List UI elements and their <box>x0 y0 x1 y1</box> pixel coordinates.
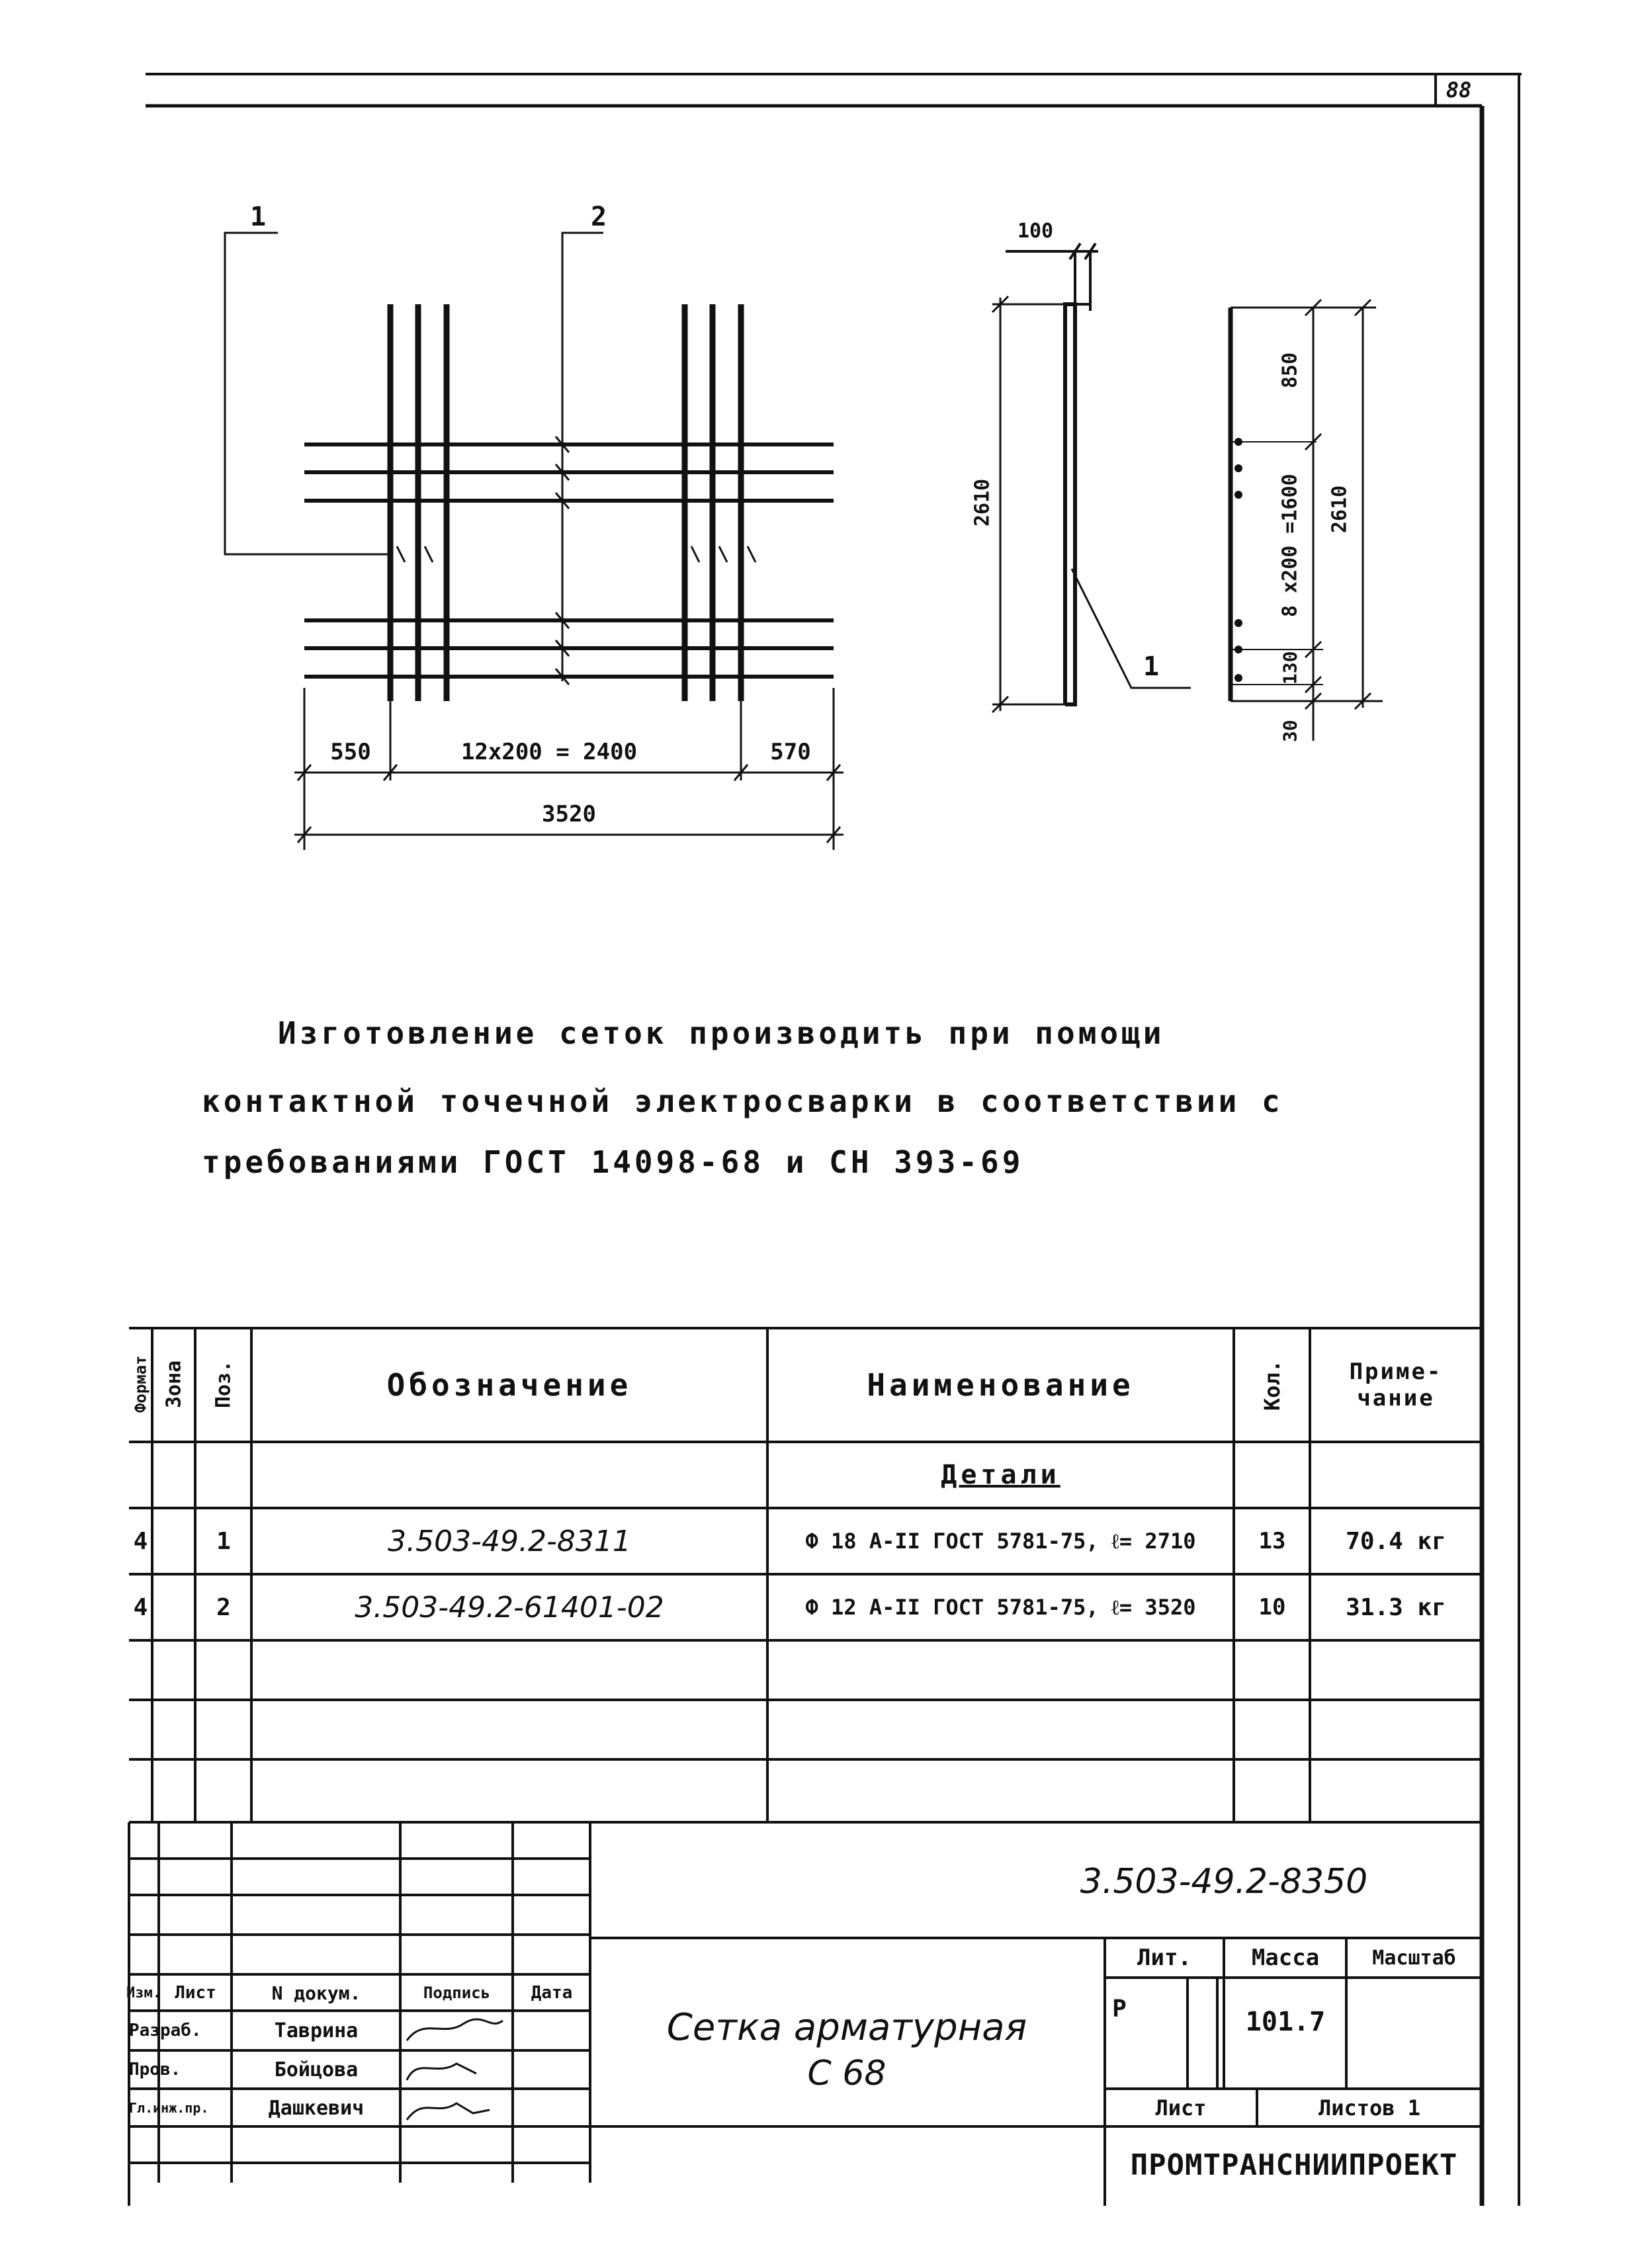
section-details: Детали <box>941 1460 1060 1490</box>
row2-pos: 2 <box>216 1593 231 1621</box>
header-pos: Поз. <box>212 1360 236 1408</box>
signature-developer <box>407 2019 503 2040</box>
note-line-1: Изготовление сеток производить при помощи <box>278 1015 1165 1051</box>
header-name: Наименование <box>867 1367 1135 1403</box>
lit-label: Лит. <box>1137 1945 1191 1971</box>
right-dim-850: 850 <box>1278 352 1302 389</box>
row2-note: 31.3 кг <box>1346 1593 1446 1621</box>
right-dim-130: 130 <box>1279 651 1301 685</box>
row2-format: 4 <box>133 1593 148 1621</box>
sheets-label: Листов 1 <box>1318 2095 1421 2121</box>
dim-middle: 12x200 = 2400 <box>460 739 638 765</box>
header-note: Приме- чание <box>1349 1359 1443 1411</box>
col-date: Дата <box>531 1983 573 2003</box>
header-qty: Кол. <box>1260 1359 1285 1411</box>
callout-1: 1 <box>249 201 267 232</box>
dim-left: 550 <box>330 739 371 765</box>
header-format: Формат <box>131 1355 150 1413</box>
name-checker: Бойцова <box>274 2058 359 2081</box>
role-chief-engineer: Гл.инж.пр. <box>129 2100 209 2116</box>
role-developer: Разраб. <box>129 2021 202 2040</box>
note-line-2: контактной точечной электросварки в соответствии с <box>202 1083 1283 1119</box>
col-change: Изм. <box>126 1984 161 2001</box>
title-line-2: С 68 <box>807 2054 887 2093</box>
row1-note: 70.4 кг <box>1346 1527 1446 1555</box>
signature-checker <box>407 2064 476 2080</box>
name-chief-engineer: Дашкевич <box>268 2096 365 2120</box>
row2-qty: 10 <box>1258 1594 1286 1620</box>
header-zone: Зона <box>162 1360 186 1408</box>
title-line-1: Сетка арматурная <box>666 2005 1027 2049</box>
sheet-number: 88 <box>1446 77 1472 103</box>
side-callout: 1 <box>1143 651 1160 682</box>
scale-label: Масштаб <box>1372 1946 1456 1970</box>
row1-name: Ф 18 А-II ГОСТ 5781-75, ℓ= 2710 <box>805 1529 1196 1554</box>
col-signature: Подпись <box>423 1984 491 2002</box>
row1-qty: 13 <box>1258 1528 1286 1554</box>
role-checker: Пров. <box>129 2060 181 2079</box>
row2-designation: 3.503-49.2-61401-02 <box>355 1590 664 1624</box>
row1-designation: 3.503-49.2-8311 <box>388 1524 631 1558</box>
right-dim-30: 30 <box>1279 720 1301 742</box>
side-height: 2610 <box>971 478 994 527</box>
document-code: 3.503-49.2-8350 <box>1080 1862 1368 1902</box>
row1-format: 4 <box>133 1527 148 1555</box>
sheet-label: Лист <box>1155 2095 1207 2121</box>
organization: ПРОМТРАНСНИИПРОЕКТ <box>1130 2148 1458 2182</box>
lit-value: Р <box>1112 1995 1127 2023</box>
right-dim-spacing: 8 x200 =1600 <box>1278 474 1302 618</box>
signature-chief <box>407 2103 490 2120</box>
row1-pos: 1 <box>216 1527 231 1555</box>
mass-label: Масса <box>1251 1945 1320 1971</box>
row2-name: Ф 12 А-II ГОСТ 5781-75, ℓ= 3520 <box>805 1595 1196 1620</box>
dim-total: 3520 <box>542 801 596 827</box>
name-developer: Таврина <box>274 2019 359 2042</box>
col-doc-no: N докум. <box>271 1982 361 2004</box>
right-height: 2610 <box>1328 485 1352 534</box>
header-designation: Обозначение <box>386 1367 632 1403</box>
note-line-3: требованиями ГОСТ 14098-68 и СН 393-69 <box>202 1144 1024 1180</box>
callout-2: 2 <box>590 201 607 232</box>
col-sheet: Лист <box>175 1983 216 2003</box>
side-dim-top: 100 <box>1017 219 1054 243</box>
mass-value: 101.7 <box>1245 2007 1326 2037</box>
dim-right: 570 <box>770 739 811 765</box>
